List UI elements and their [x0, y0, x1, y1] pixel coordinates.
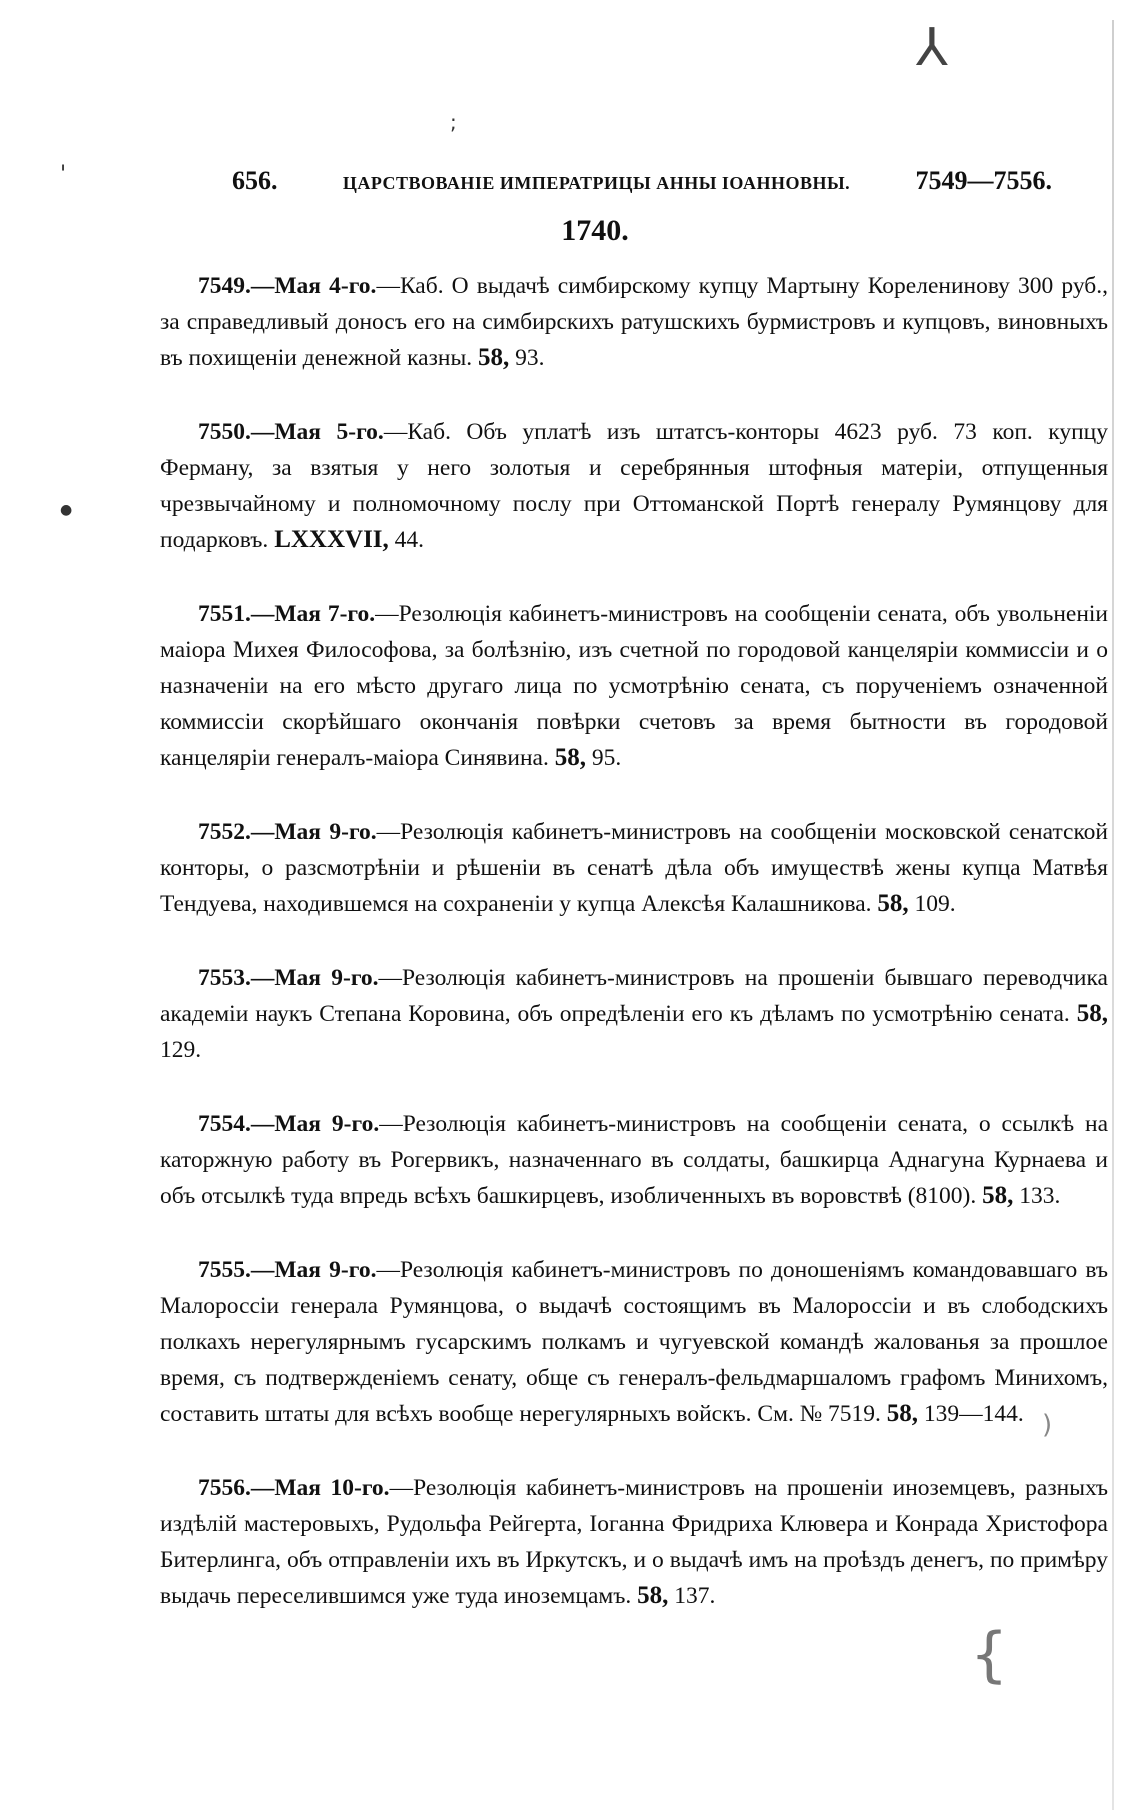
entry-text: —Резолюція кабинетъ-министровъ по доношеніямъ командовавшаго въ Малороссіи генерала Румянцова, о выдачѣ состоящимъ въ Малороссіи и въ слободскихъ полкахъ нерегулярнымъ гусарскимъ полкамъ и чугуевской командѣ жалованья за прошлое время, съ подтвержденіемъ сенату, обще съ генералъ-фельдмаршаломъ графомъ Минихомъ, составить штаты для всѣхъ вообще нерегулярныхъ войскъ. См. № 7519. — [160, 1257, 1108, 1427]
entry-ref-volume: 58, — [637, 1582, 669, 1609]
entry-7551 — [160, 596, 1108, 776]
handwritten-mark-top: ⅄ — [916, 18, 948, 78]
entry-ref-volume: 58, — [886, 1400, 918, 1427]
margin-dot-mark: ● — [60, 502, 73, 518]
entry-ref-page: 44. — [394, 527, 425, 553]
entry-text: —Резолюція кабинетъ-министровъ на сообщеніи московской сенатской конторы, о разсмотрѣніи и рѣшеніи въ сенатѣ дѣла объ имуществѣ жены купца Матвѣя Тендуева, находившемся на сохраненіи у купца Алексѣя Калашникова. — [160, 819, 1108, 917]
scan-edge-line — [1112, 20, 1114, 1810]
entry-number: 7553. — [198, 965, 251, 991]
entry-ref-volume: 58, — [982, 1182, 1014, 1209]
margin-tick-mark: ' — [60, 162, 67, 187]
entry-ref-volume: 58, — [554, 744, 586, 771]
entry-number: 7549. — [198, 273, 251, 299]
margin-bracket-mark: ) — [1042, 1410, 1053, 1440]
entry-7549 — [160, 268, 1108, 376]
reign-title: ЦАРСТВОВАНІЕ ИМПЕРАТРИЦЫ АННЫ ІОАННОВНЫ. — [342, 173, 851, 193]
entry-ref-page: 133. — [1019, 1183, 1061, 1209]
entry-text: —Резолюція кабинетъ-министровъ на сообщеніи сената, о ссылкѣ на каторжную работу въ Рогервикъ, назначеннаго въ солдаты, башкирца Аднагуна Курнаева и объ отсылкѣ туда впредь всѣхъ башкирцевъ, изобличенныхъ въ воровствѣ (8100). — [160, 1111, 1109, 1209]
entry-date: —Мая 9-го. — [250, 1257, 377, 1283]
entry-date: —Мая 9-го. — [250, 1111, 380, 1137]
entry-number: 7552. — [198, 819, 251, 845]
entry-text: —Резолюція кабинетъ-министровъ на прошеніи иноземцевъ, разныхъ издѣлій мастеровыхъ, Рудольфа Рейгерта, Іоганна Фридриха Клювера и Конрада Христофора Битерлинга, объ отправленіи ихъ въ Иркутскъ, и о выдачѣ имъ на проѣздъ денегъ, по примѣру выдачь переселившимся уже туда иноземцамъ. — [160, 1475, 1108, 1609]
entry-ref-page: 95. — [591, 745, 622, 771]
entry-7550 — [160, 414, 1108, 558]
entry-number: 7550. — [198, 419, 251, 445]
entry-ref-page: 139—144. — [923, 1401, 1024, 1427]
entry-7555 — [160, 1252, 1108, 1432]
entry-ref-volume: 58, — [477, 344, 510, 371]
entry-7552 — [160, 814, 1108, 922]
entry-date: —Мая 9-го. — [250, 819, 377, 845]
entry-number: 7555. — [198, 1257, 251, 1283]
entry-7553 — [160, 960, 1108, 1068]
entry-date: —Мая 9-го. — [250, 965, 379, 991]
entry-ref-page: 137. — [674, 1583, 716, 1609]
entry-ref-volume: LXXXVII, — [274, 526, 389, 553]
entries-list — [160, 268, 1108, 1652]
running-head — [232, 166, 1052, 206]
entry-ref-volume: 58, — [877, 890, 909, 917]
entry-date: —Мая 10-го. — [250, 1475, 390, 1501]
entry-ref-page: 93. — [515, 345, 545, 371]
entry-range: 7549—7556. — [915, 166, 1052, 195]
entry-ref-page: 129. — [160, 1037, 202, 1063]
year-heading: 1740. — [561, 214, 629, 247]
page-number: 656. — [232, 166, 278, 195]
entry-text: —Резолюція кабинетъ-министровъ на сообщеніи сената, объ увольненіи маіора Михея Философова, за болѣзнію, изъ счетной по городовой канцеляріи коммиссіи и о назначеніи на его мѣсто другаго лица по усмотрѣнію сената, съ порученіемъ означенной коммиссіи скорѣйшаго окончанія повѣрки счетовъ за время бытности въ городовой канцеляріи генералъ-маіора Синявина. — [160, 601, 1109, 771]
entry-number: 7551. — [198, 601, 251, 627]
entry-text: —Каб. Объ уплатѣ изъ штатсъ-конторы 4623 руб. 73 коп. купцу Ферману, за взятыя у него золотыя и серебрянныя штофныя матеріи, отпущенныя чрезвычайному и полномочному послу при Оттоманской Портѣ генералу Румянцову для подарковъ. — [160, 419, 1109, 553]
entry-7556 — [160, 1470, 1108, 1614]
entry-date: —Мая 4-го. — [250, 273, 377, 299]
entry-ref-volume: 58, — [1076, 1000, 1109, 1027]
entry-text: —Каб. О выдачѣ симбирскому купцу Мартыну Кореленинову 300 руб., за справедливый доносъ его на симбирскихъ ратушскихъ бурмистровъ и купцовъ, виновныхъ въ похищеніи денежной казны. — [160, 273, 1108, 371]
entry-date: —Мая 7-го. — [250, 601, 376, 627]
entry-number: 7556. — [198, 1475, 251, 1501]
entry-7554 — [160, 1106, 1108, 1214]
entry-text: —Резолюція кабинетъ-министровъ на прошеніи бывшаго переводчика академіи наукъ Степана Коровина, объ опредѣленіи его къ дѣламъ по усмотрѣнію сената. — [160, 965, 1108, 1027]
handwritten-bracket-mark: { — [970, 1620, 1009, 1690]
entry-number: 7554. — [198, 1111, 251, 1137]
speck-mark: ; — [450, 110, 457, 134]
entry-ref-page: 109. — [914, 891, 956, 917]
entry-date: —Мая 5-го. — [250, 419, 384, 445]
